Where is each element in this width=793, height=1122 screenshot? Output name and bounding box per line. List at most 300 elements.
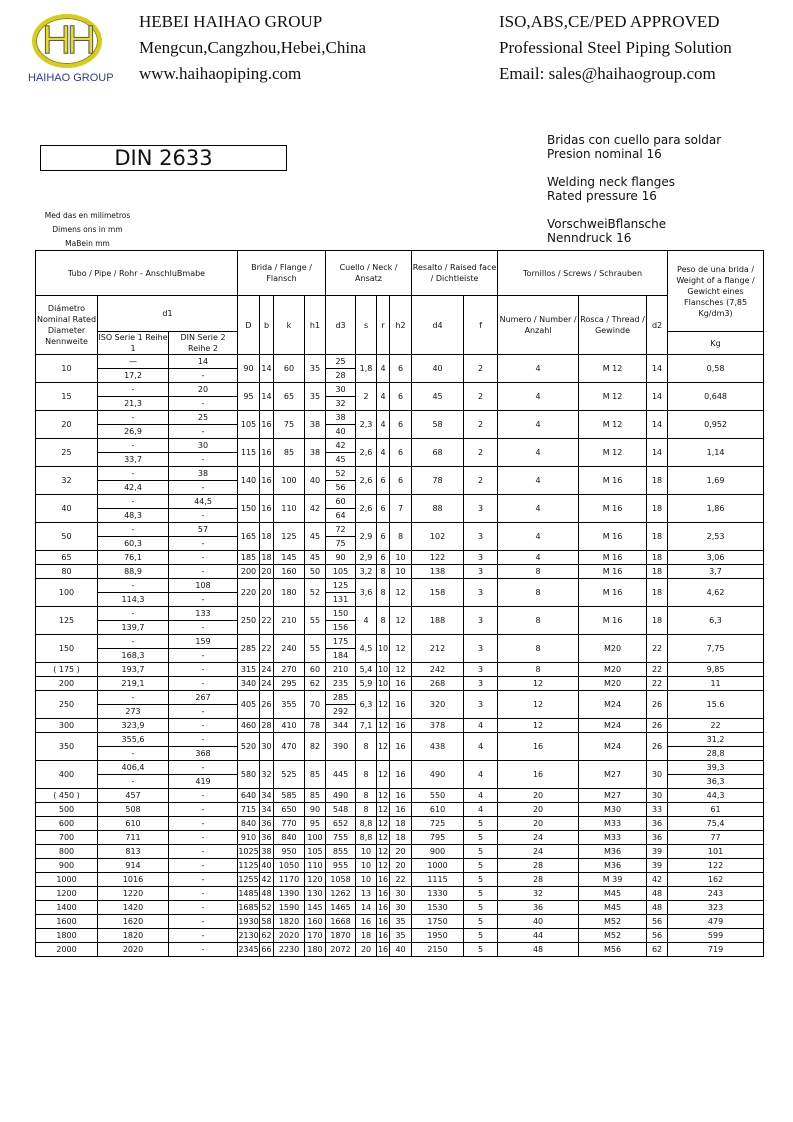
col-d4: d4 (412, 296, 464, 355)
cell-r: 4 (377, 355, 390, 383)
table-row (36, 579, 764, 593)
desc-es-1: Bridas con cuello para soldar (547, 133, 722, 147)
cell-d2: 22 (647, 635, 668, 663)
cell-dn: 400 (36, 761, 98, 789)
cell-h1: 170 (305, 929, 326, 943)
cell-d3: 285 (326, 691, 356, 705)
cell-s: 8 (356, 803, 377, 817)
cell-r: 16 (377, 901, 390, 915)
table-row (36, 719, 764, 733)
cell-dn: 1000 (36, 873, 98, 887)
cell-din: 20 (169, 383, 238, 397)
cell-number: 8 (498, 663, 579, 677)
col-iso: ISO Serie 1 Reihe 1 (98, 333, 168, 353)
cell-b: 30 (260, 733, 274, 761)
table-row (36, 663, 764, 677)
group-raised-face: Resalto / Raised face / Dichtleiste (412, 251, 498, 296)
desc-en-2: Rated pressure 16 (547, 189, 657, 203)
group-weight: Peso de una brida / Weight of a flange / Gewicht eines Flansches (7,85 Kg/dm3) (668, 251, 764, 332)
cell-kg: 31,2 (668, 733, 764, 747)
cell-d3: 90 (326, 551, 356, 565)
units-note (40, 209, 135, 251)
cell-dn: 1400 (36, 901, 98, 915)
cell-D: 285 (238, 635, 260, 663)
cell-din: - (169, 397, 238, 411)
cell-iso: 168,3 (98, 649, 169, 663)
cell-f: 5 (464, 817, 498, 831)
cell-thread: M52 (579, 929, 647, 943)
cell-s: 2,6 (356, 495, 377, 523)
logo-letters: HH (42, 18, 92, 62)
cell-din: - (169, 537, 238, 551)
cell-d3: 390 (326, 733, 356, 761)
cell-b: 26 (260, 691, 274, 719)
cell-s: 8 (356, 761, 377, 789)
cell-kg: 0,648 (668, 383, 764, 411)
cell-b: 18 (260, 551, 274, 565)
cell-thread: M 16 (579, 579, 647, 607)
cell-s: 4 (356, 607, 377, 635)
cell-kg: 7,75 (668, 635, 764, 663)
cell-h1: 40 (305, 467, 326, 495)
cell-number: 12 (498, 691, 579, 719)
cell-d4: 78 (412, 467, 464, 495)
table-row (36, 887, 764, 901)
cell-iso: - (98, 439, 169, 453)
cell-d4: 900 (412, 845, 464, 859)
cell-h2: 20 (390, 859, 412, 873)
cell-D: 115 (238, 439, 260, 467)
cell-din: - (169, 817, 238, 831)
cell-s: 14 (356, 901, 377, 915)
cell-D: 220 (238, 579, 260, 607)
cell-d3: 45 (326, 453, 356, 467)
cell-k: 240 (274, 635, 305, 663)
cell-din: 108 (169, 579, 238, 593)
cell-h2: 18 (390, 831, 412, 845)
cell-iso: - (98, 579, 169, 593)
cell-k: 1170 (274, 873, 305, 887)
cell-d3: 2072 (326, 943, 356, 957)
cell-f: 2 (464, 467, 498, 495)
table-row (36, 411, 764, 425)
cell-k: 1050 (274, 859, 305, 873)
cell-f: 5 (464, 943, 498, 957)
cell-d2: 22 (647, 677, 668, 691)
cell-D: 105 (238, 411, 260, 439)
cell-kg: 162 (668, 873, 764, 887)
cell-h1: 120 (305, 873, 326, 887)
cell-iso: - (98, 411, 169, 425)
cell-number: 4 (498, 467, 579, 495)
cell-b: 28 (260, 719, 274, 733)
cell-d2: 42 (647, 873, 668, 887)
cell-thread: M20 (579, 635, 647, 663)
cell-f: 3 (464, 677, 498, 691)
cell-s: 7,1 (356, 719, 377, 733)
cell-thread: M 16 (579, 607, 647, 635)
cell-number: 4 (498, 383, 579, 411)
cell-din: - (169, 453, 238, 467)
cell-din: - (169, 677, 238, 691)
cell-number: 4 (498, 411, 579, 439)
cell-d4: 795 (412, 831, 464, 845)
cell-b: 20 (260, 565, 274, 579)
cell-dn: 65 (36, 551, 98, 565)
col-k: k (274, 296, 305, 355)
col-s: s (356, 296, 377, 355)
cell-h2: 6 (390, 355, 412, 383)
col-kg: Kg (668, 332, 764, 355)
cell-k: 60 (274, 355, 305, 383)
cell-d4: 490 (412, 761, 464, 789)
cell-thread: M 16 (579, 523, 647, 551)
cell-d3: 855 (326, 845, 356, 859)
cell-din: - (169, 369, 238, 383)
cell-s: 2 (356, 383, 377, 411)
cell-iso: 813 (98, 845, 169, 859)
approval-text: ISO,ABS,CE/PED APPROVED (499, 12, 720, 31)
cell-din: - (169, 565, 238, 579)
cell-kg: 3,7 (668, 565, 764, 579)
cell-b: 52 (260, 901, 274, 915)
group-flange: Brida / Flange / Flansch (238, 251, 326, 296)
cell-d3: 548 (326, 803, 356, 817)
col-D: D (238, 296, 260, 355)
cell-s: 8 (356, 789, 377, 803)
cell-d4: 550 (412, 789, 464, 803)
cell-h2: 16 (390, 733, 412, 761)
cell-din: - (169, 719, 238, 733)
cell-thread: M56 (579, 943, 647, 957)
cell-r: 10 (377, 677, 390, 691)
cell-iso: 323,9 (98, 719, 169, 733)
cell-number: 8 (498, 607, 579, 635)
cell-din: 419 (169, 775, 238, 789)
cell-thread: M 16 (579, 551, 647, 565)
cell-iso: 1420 (98, 901, 169, 915)
cell-h1: 105 (305, 845, 326, 859)
cell-h1: 55 (305, 607, 326, 635)
cell-d4: 58 (412, 411, 464, 439)
cell-d4: 122 (412, 551, 464, 565)
cell-d2: 56 (647, 915, 668, 929)
cell-D: 910 (238, 831, 260, 845)
cell-d3: 150 (326, 607, 356, 621)
cell-kg: 11 (668, 677, 764, 691)
cell-r: 4 (377, 411, 390, 439)
cell-f: 5 (464, 929, 498, 943)
cell-number: 40 (498, 915, 579, 929)
cell-dn: 1600 (36, 915, 98, 929)
cell-iso: 1220 (98, 887, 169, 901)
cell-dn: 25 (36, 439, 98, 467)
cell-b: 18 (260, 523, 274, 551)
cell-f: 4 (464, 803, 498, 817)
cell-kg: 1,69 (668, 467, 764, 495)
cell-kg: 75,4 (668, 817, 764, 831)
cell-D: 1930 (238, 915, 260, 929)
cell-dn: ( 450 ) (36, 789, 98, 803)
cell-kg: 39,3 (668, 761, 764, 775)
desc-en-1: Welding neck flanges (547, 175, 675, 189)
cell-iso: 48,3 (98, 509, 169, 523)
cell-number: 24 (498, 831, 579, 845)
cell-s: 8,8 (356, 831, 377, 845)
cell-number: 48 (498, 943, 579, 957)
cell-h1: 145 (305, 901, 326, 915)
cell-iso: 1620 (98, 915, 169, 929)
cell-din: - (169, 929, 238, 943)
cell-iso: 273 (98, 705, 169, 719)
cell-number: 36 (498, 901, 579, 915)
cell-r: 12 (377, 719, 390, 733)
cell-kg: 61 (668, 803, 764, 817)
cell-kg: 44,3 (668, 789, 764, 803)
cell-k: 650 (274, 803, 305, 817)
table-row (36, 607, 764, 621)
cell-r: 12 (377, 761, 390, 789)
cell-d4: 40 (412, 355, 464, 383)
cell-d2: 36 (647, 817, 668, 831)
cell-k: 145 (274, 551, 305, 565)
cell-D: 1125 (238, 859, 260, 873)
cell-iso: 219,1 (98, 677, 169, 691)
cell-h2: 16 (390, 719, 412, 733)
cell-d2: 14 (647, 383, 668, 411)
cell-s: 6,3 (356, 691, 377, 719)
col-thread: Rosca / Thread / Gewinde (579, 296, 647, 355)
cell-h2: 12 (390, 607, 412, 635)
cell-kg: 323 (668, 901, 764, 915)
cell-h1: 70 (305, 691, 326, 719)
cell-din: - (169, 831, 238, 845)
table-row (36, 789, 764, 803)
cell-s: 10 (356, 859, 377, 873)
cell-kg: 1,86 (668, 495, 764, 523)
cell-b: 34 (260, 803, 274, 817)
cell-d3: 1465 (326, 901, 356, 915)
cell-d3: 1870 (326, 929, 356, 943)
cell-number: 20 (498, 803, 579, 817)
cell-r: 6 (377, 523, 390, 551)
cell-b: 16 (260, 439, 274, 467)
cell-b: 34 (260, 789, 274, 803)
cell-d2: 18 (647, 467, 668, 495)
cell-D: 250 (238, 607, 260, 635)
table-row (36, 831, 764, 845)
cell-h2: 20 (390, 845, 412, 859)
cell-r: 4 (377, 439, 390, 467)
cell-d4: 1950 (412, 929, 464, 943)
col-din: DIN Serie 2 Reihe 2 (169, 332, 238, 355)
cell-r: 6 (377, 551, 390, 565)
cell-iso: — (98, 355, 169, 369)
cell-r: 8 (377, 607, 390, 635)
cell-b: 20 (260, 579, 274, 607)
cell-iso: 508 (98, 803, 169, 817)
cell-d3: 292 (326, 705, 356, 719)
cell-iso: 406,4 (98, 761, 169, 775)
cell-b: 36 (260, 831, 274, 845)
cell-thread: M45 (579, 887, 647, 901)
cell-r: 10 (377, 635, 390, 663)
cell-din: - (169, 943, 238, 957)
cell-k: 355 (274, 691, 305, 719)
col-d2: d2 (647, 296, 668, 355)
cell-d2: 26 (647, 733, 668, 761)
cell-din: - (169, 593, 238, 607)
cell-d3: 156 (326, 621, 356, 635)
cell-f: 3 (464, 495, 498, 523)
cell-h1: 45 (305, 523, 326, 551)
cell-din: - (169, 803, 238, 817)
cell-h2: 22 (390, 873, 412, 887)
cell-dn: 32 (36, 467, 98, 495)
cell-kg: 479 (668, 915, 764, 929)
cell-d2: 22 (647, 663, 668, 677)
cell-h2: 12 (390, 635, 412, 663)
cell-dn: 700 (36, 831, 98, 845)
cell-d3: 28 (326, 369, 356, 383)
cell-thread: M 12 (579, 411, 647, 439)
cell-d2: 39 (647, 845, 668, 859)
cell-f: 3 (464, 523, 498, 551)
cell-iso: 139,7 (98, 621, 169, 635)
cell-r: 12 (377, 859, 390, 873)
company-email[interactable]: Email: sales@haihaogroup.com (499, 64, 716, 83)
cell-d3: 755 (326, 831, 356, 845)
cell-D: 1255 (238, 873, 260, 887)
cell-b: 42 (260, 873, 274, 887)
cell-s: 8,8 (356, 817, 377, 831)
cell-D: 715 (238, 803, 260, 817)
company-address: Mengcun,Cangzhou,Hebei,China (139, 38, 367, 57)
cell-iso: - (98, 523, 169, 537)
group-pipe: Tubo / Pipe / Rohr - AnschluBmabe (36, 251, 238, 296)
cell-r: 12 (377, 845, 390, 859)
cell-b: 24 (260, 663, 274, 677)
cell-f: 5 (464, 887, 498, 901)
cell-r: 6 (377, 495, 390, 523)
cell-thread: M52 (579, 915, 647, 929)
cell-number: 4 (498, 523, 579, 551)
cell-d2: 48 (647, 887, 668, 901)
cell-k: 270 (274, 663, 305, 677)
cell-f: 2 (464, 439, 498, 467)
cell-iso: - (98, 691, 169, 705)
cell-iso: 17,2 (98, 369, 169, 383)
cell-h1: 55 (305, 635, 326, 663)
flange-dimensions-table (35, 250, 764, 957)
units-es: Med das en milimetros (44, 211, 131, 220)
cell-h2: 18 (390, 817, 412, 831)
cell-d3: 40 (326, 425, 356, 439)
cell-r: 4 (377, 383, 390, 411)
cell-kg: 3,06 (668, 551, 764, 565)
cell-kg: 0,58 (668, 355, 764, 383)
cell-d2: 18 (647, 607, 668, 635)
cell-thread: M24 (579, 733, 647, 761)
col-b: b (260, 296, 274, 355)
cell-din: 368 (169, 747, 238, 761)
table-body (36, 355, 764, 957)
cell-d4: 1115 (412, 873, 464, 887)
cell-iso: - (98, 607, 169, 621)
cell-h2: 16 (390, 789, 412, 803)
group-screws: Tornillos / Screws / Schrauben (498, 251, 668, 296)
cell-din: - (169, 663, 238, 677)
cell-din: - (169, 733, 238, 747)
cell-h2: 6 (390, 467, 412, 495)
cell-h1: 90 (305, 803, 326, 817)
cell-b: 48 (260, 887, 274, 901)
cell-din: 133 (169, 607, 238, 621)
group-neck: Cuello / Neck / Ansatz (326, 251, 412, 296)
cell-r: 12 (377, 831, 390, 845)
cell-f: 2 (464, 411, 498, 439)
cell-iso: 114,3 (98, 593, 169, 607)
cell-f: 2 (464, 355, 498, 383)
cell-r: 12 (377, 691, 390, 719)
cell-d3: 105 (326, 565, 356, 579)
cell-h1: 38 (305, 411, 326, 439)
cell-r: 8 (377, 579, 390, 607)
cell-thread: M20 (579, 663, 647, 677)
cell-thread: M24 (579, 719, 647, 733)
cell-f: 3 (464, 607, 498, 635)
cell-number: 44 (498, 929, 579, 943)
company-website[interactable]: www.haihaopiping.com (139, 64, 302, 83)
cell-kg: 243 (668, 887, 764, 901)
cell-s: 16 (356, 915, 377, 929)
cell-h1: 45 (305, 551, 326, 565)
cell-iso: 33,7 (98, 453, 169, 467)
cell-d2: 18 (647, 565, 668, 579)
cell-d2: 14 (647, 355, 668, 383)
cell-iso: 60,3 (98, 537, 169, 551)
cell-d3: 955 (326, 859, 356, 873)
cell-d2: 18 (647, 495, 668, 523)
cell-d4: 320 (412, 691, 464, 719)
cell-h1: 85 (305, 761, 326, 789)
cell-d3: 30 (326, 383, 356, 397)
cell-b: 38 (260, 845, 274, 859)
cell-kg: 28,8 (668, 747, 764, 761)
cell-D: 150 (238, 495, 260, 523)
cell-h1: 180 (305, 943, 326, 957)
cell-k: 85 (274, 439, 305, 467)
cell-h1: 50 (305, 565, 326, 579)
cell-h1: 78 (305, 719, 326, 733)
cell-number: 32 (498, 887, 579, 901)
cell-h1: 52 (305, 579, 326, 607)
cell-k: 210 (274, 607, 305, 635)
cell-d4: 438 (412, 733, 464, 761)
cell-iso: - (98, 383, 169, 397)
cell-d2: 48 (647, 901, 668, 915)
cell-d3: 72 (326, 523, 356, 537)
cell-d4: 68 (412, 439, 464, 467)
cell-din: - (169, 509, 238, 523)
cell-r: 8 (377, 565, 390, 579)
cell-din: - (169, 481, 238, 495)
cell-d4: 188 (412, 607, 464, 635)
cell-s: 20 (356, 943, 377, 957)
cell-d4: 212 (412, 635, 464, 663)
table-row (36, 565, 764, 579)
cell-dn: 40 (36, 495, 98, 523)
